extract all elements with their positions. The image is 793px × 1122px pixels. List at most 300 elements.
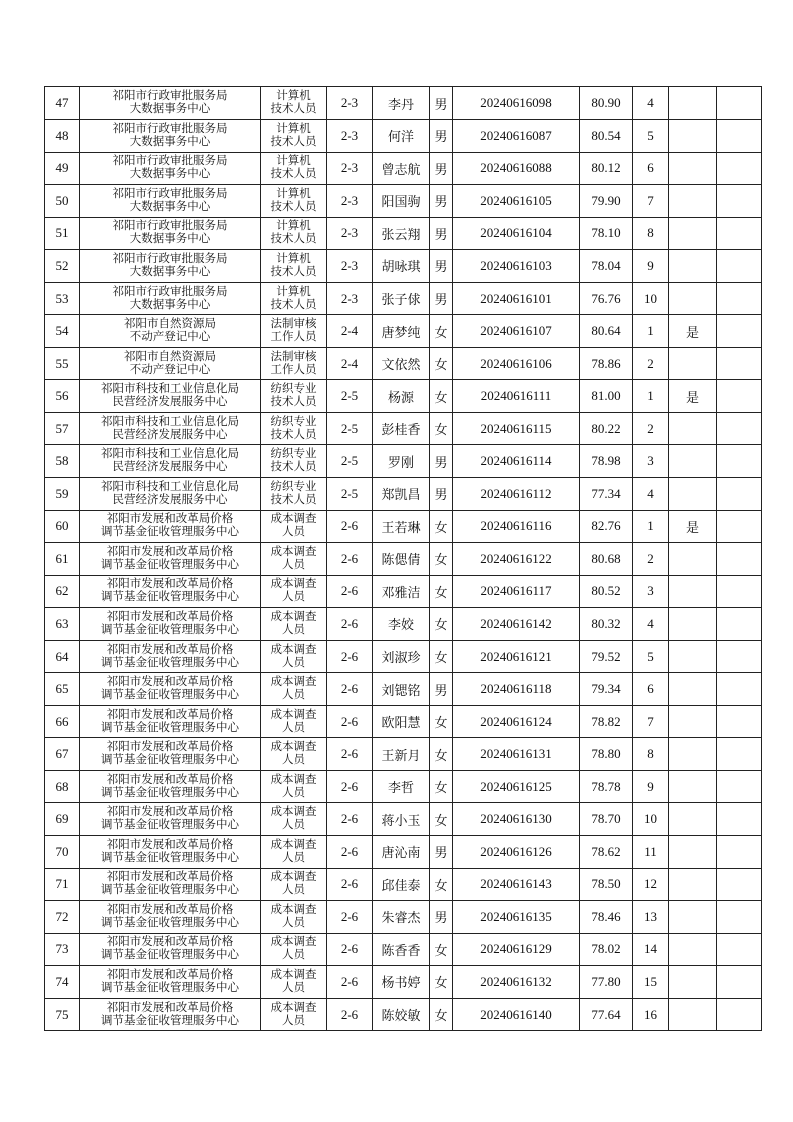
row-number-cell: 53 xyxy=(45,282,80,315)
remarks-cell xyxy=(717,282,762,315)
gender-cell: 女 xyxy=(430,510,453,543)
position-cell xyxy=(261,445,327,478)
employer-unit-cell-line: 大数据事务中心 xyxy=(129,200,211,213)
score-cell: 78.50 xyxy=(580,868,633,901)
position-code-cell: 2-6 xyxy=(327,868,373,901)
position-cell-line: 成本调查 xyxy=(270,968,317,981)
position-code-cell: 2-3 xyxy=(327,185,373,218)
score-cell: 80.54 xyxy=(580,120,633,153)
ticket-number-cell: 20240616107 xyxy=(453,315,580,348)
candidate-name-cell: 罗刚 xyxy=(373,445,430,478)
employer-unit-cell xyxy=(80,217,261,250)
position-cell xyxy=(261,738,327,771)
employer-unit-cell-line: 调节基金征收管理服务中心 xyxy=(101,558,239,571)
ticket-number-cell: 20240616118 xyxy=(453,673,580,706)
employer-unit-cell-line: 祁阳市发展和改革局价格 xyxy=(106,545,234,558)
position-cell-line: 法制审核 xyxy=(270,318,317,331)
employer-unit-cell xyxy=(80,478,261,511)
candidate-name-cell: 蒋小玉 xyxy=(373,803,430,836)
position-code-cell: 2-6 xyxy=(327,836,373,869)
remarks-cell xyxy=(717,673,762,706)
position-code-cell: 2-6 xyxy=(327,998,373,1031)
row-number-cell: 63 xyxy=(45,608,80,641)
rank-cell: 7 xyxy=(633,705,669,738)
employer-unit-cell xyxy=(80,380,261,413)
employer-unit-cell xyxy=(80,445,261,478)
position-cell-line: 技术人员 xyxy=(270,265,317,278)
table-row xyxy=(45,640,762,673)
employer-unit-cell-line: 大数据事务中心 xyxy=(129,233,211,246)
rank-cell: 8 xyxy=(633,217,669,250)
position-cell xyxy=(261,347,327,380)
employer-unit-cell-line: 调节基金征收管理服务中心 xyxy=(101,981,239,994)
rank-cell: 5 xyxy=(633,120,669,153)
table-row xyxy=(45,608,762,641)
employer-unit-cell-line: 祁阳市发展和改革局价格 xyxy=(106,513,234,526)
score-cell: 79.34 xyxy=(580,673,633,706)
score-cell: 80.22 xyxy=(580,412,633,445)
table-row xyxy=(45,543,762,576)
gender-cell: 男 xyxy=(430,901,453,934)
employer-unit-cell xyxy=(80,770,261,803)
employer-unit-cell xyxy=(80,673,261,706)
ticket-number-cell: 20240616131 xyxy=(453,738,580,771)
employer-unit-cell xyxy=(80,152,261,185)
rank-cell: 6 xyxy=(633,152,669,185)
score-cell: 80.32 xyxy=(580,608,633,641)
rank-cell: 9 xyxy=(633,770,669,803)
position-cell-line: 人员 xyxy=(282,884,305,897)
position-code-cell: 2-6 xyxy=(327,608,373,641)
position-code-cell: 2-6 xyxy=(327,803,373,836)
employer-unit-cell-line: 不动产登记中心 xyxy=(129,331,211,344)
gender-cell: 女 xyxy=(430,933,453,966)
position-cell-line: 人员 xyxy=(282,591,305,604)
gender-cell: 男 xyxy=(430,185,453,218)
gender-cell: 男 xyxy=(430,250,453,283)
remarks-cell xyxy=(717,217,762,250)
position-cell-line: 人员 xyxy=(282,656,305,669)
position-cell-line: 成本调查 xyxy=(270,578,317,591)
row-number-cell: 50 xyxy=(45,185,80,218)
employer-unit-cell-line: 大数据事务中心 xyxy=(129,135,211,148)
position-cell-line: 技术人员 xyxy=(270,135,317,148)
selected-flag-cell xyxy=(669,803,717,836)
remarks-cell xyxy=(717,185,762,218)
rank-cell: 1 xyxy=(633,315,669,348)
position-cell xyxy=(261,217,327,250)
table-row xyxy=(45,315,762,348)
employer-unit-cell-line: 祁阳市发展和改革局价格 xyxy=(106,871,234,884)
employer-unit-cell-line: 祁阳市发展和改革局价格 xyxy=(106,676,234,689)
table-row xyxy=(45,250,762,283)
position-cell-line: 计算机 xyxy=(276,90,311,102)
selected-flag-cell xyxy=(669,868,717,901)
position-cell-line: 成本调查 xyxy=(270,741,317,754)
candidate-name-cell: 陈姣敏 xyxy=(373,998,430,1031)
employer-unit-cell-line: 调节基金征收管理服务中心 xyxy=(101,656,239,669)
ticket-number-cell: 20240616105 xyxy=(453,185,580,218)
employer-unit-cell-line: 大数据事务中心 xyxy=(129,298,211,311)
candidate-name-cell: 唐沁南 xyxy=(373,836,430,869)
score-cell: 78.78 xyxy=(580,770,633,803)
position-cell-line: 人员 xyxy=(282,851,305,864)
remarks-cell xyxy=(717,87,762,120)
table-row xyxy=(45,770,762,803)
position-code-cell: 2-3 xyxy=(327,282,373,315)
row-number-cell: 47 xyxy=(45,87,80,120)
score-cell: 78.02 xyxy=(580,933,633,966)
selected-flag-cell xyxy=(669,770,717,803)
position-cell-line: 人员 xyxy=(282,981,305,994)
table-row xyxy=(45,803,762,836)
selected-flag-cell xyxy=(669,738,717,771)
candidate-name-cell: 彭桂香 xyxy=(373,412,430,445)
score-cell: 78.98 xyxy=(580,445,633,478)
selected-flag-cell xyxy=(669,412,717,445)
score-cell: 78.70 xyxy=(580,803,633,836)
gender-cell: 男 xyxy=(430,478,453,511)
row-number-cell: 57 xyxy=(45,412,80,445)
position-cell xyxy=(261,901,327,934)
position-cell-line: 技术人员 xyxy=(270,233,317,246)
row-number-cell: 66 xyxy=(45,705,80,738)
employer-unit-cell xyxy=(80,315,261,348)
employer-unit-cell-line: 祁阳市发展和改革局价格 xyxy=(106,578,234,591)
candidate-name-cell: 王新月 xyxy=(373,738,430,771)
rank-cell: 8 xyxy=(633,738,669,771)
position-cell-line: 技术人员 xyxy=(270,200,317,213)
gender-cell: 女 xyxy=(430,575,453,608)
candidate-name-cell: 曾志航 xyxy=(373,152,430,185)
table-row xyxy=(45,347,762,380)
employer-unit-cell xyxy=(80,250,261,283)
selected-flag-cell: 是 xyxy=(669,510,717,543)
ticket-number-cell: 20240616115 xyxy=(453,412,580,445)
employer-unit-cell-line: 祁阳市自然资源局 xyxy=(124,350,216,363)
candidate-name-cell: 陈香香 xyxy=(373,933,430,966)
remarks-cell xyxy=(717,901,762,934)
employer-unit-cell-line: 祁阳市发展和改革局价格 xyxy=(106,968,234,981)
table-row xyxy=(45,282,762,315)
remarks-cell xyxy=(717,933,762,966)
position-cell xyxy=(261,250,327,283)
ticket-number-cell: 20240616122 xyxy=(453,543,580,576)
gender-cell: 女 xyxy=(430,966,453,999)
employer-unit-cell-line: 调节基金征收管理服务中心 xyxy=(101,689,239,702)
gender-cell: 女 xyxy=(430,640,453,673)
ticket-number-cell: 20240616104 xyxy=(453,217,580,250)
position-cell xyxy=(261,640,327,673)
row-number-cell: 68 xyxy=(45,770,80,803)
ticket-number-cell: 20240616114 xyxy=(453,445,580,478)
gender-cell: 女 xyxy=(430,380,453,413)
rank-cell: 2 xyxy=(633,543,669,576)
ticket-number-cell: 20240616098 xyxy=(453,87,580,120)
position-cell-line: 人员 xyxy=(282,689,305,702)
position-code-cell: 2-3 xyxy=(327,120,373,153)
remarks-cell xyxy=(717,575,762,608)
position-cell-line: 工作人员 xyxy=(270,331,317,344)
position-cell xyxy=(261,282,327,315)
score-cell: 78.10 xyxy=(580,217,633,250)
employer-unit-cell-line: 祁阳市发展和改革局价格 xyxy=(106,643,234,656)
employer-unit-cell-line: 祁阳市行政审批服务局 xyxy=(112,285,228,298)
table-row xyxy=(45,87,762,120)
row-number-cell: 71 xyxy=(45,868,80,901)
position-cell-line: 技术人员 xyxy=(270,428,317,441)
rank-cell: 10 xyxy=(633,803,669,836)
rank-cell: 7 xyxy=(633,185,669,218)
employer-unit-cell-line: 调节基金征收管理服务中心 xyxy=(101,949,239,962)
employer-unit-cell-line: 调节基金征收管理服务中心 xyxy=(101,591,239,604)
selected-flag-cell xyxy=(669,966,717,999)
ticket-number-cell: 20240616130 xyxy=(453,803,580,836)
employer-unit-cell-line: 祁阳市行政审批服务局 xyxy=(112,187,228,200)
position-cell xyxy=(261,803,327,836)
candidate-name-cell: 阳国驹 xyxy=(373,185,430,218)
employer-unit-cell-line: 祁阳市科技和工业信息化局 xyxy=(101,480,239,493)
ticket-number-cell: 20240616143 xyxy=(453,868,580,901)
selected-flag-cell xyxy=(669,217,717,250)
remarks-cell xyxy=(717,770,762,803)
position-cell-line: 技术人员 xyxy=(270,168,317,181)
score-cell: 79.90 xyxy=(580,185,633,218)
row-number-cell: 73 xyxy=(45,933,80,966)
remarks-cell xyxy=(717,120,762,153)
position-cell-line: 人员 xyxy=(282,916,305,929)
employer-unit-cell-line: 调节基金征收管理服务中心 xyxy=(101,526,239,539)
row-number-cell: 56 xyxy=(45,380,80,413)
score-cell: 78.80 xyxy=(580,738,633,771)
position-cell-line: 纺织专业 xyxy=(270,383,317,396)
employer-unit-cell-line: 调节基金征收管理服务中心 xyxy=(101,786,239,799)
ticket-number-cell: 20240616087 xyxy=(453,120,580,153)
position-cell-line: 计算机 xyxy=(276,285,311,298)
table-row xyxy=(45,120,762,153)
selected-flag-cell xyxy=(669,933,717,966)
position-cell-line: 技术人员 xyxy=(270,493,317,506)
employer-unit-cell xyxy=(80,87,261,120)
row-number-cell: 59 xyxy=(45,478,80,511)
employer-unit-cell xyxy=(80,347,261,380)
selected-flag-cell xyxy=(669,347,717,380)
employer-unit-cell-line: 祁阳市发展和改革局价格 xyxy=(106,903,234,916)
candidate-name-cell: 邓雅洁 xyxy=(373,575,430,608)
ticket-number-cell: 20240616132 xyxy=(453,966,580,999)
employer-unit-cell xyxy=(80,868,261,901)
remarks-cell xyxy=(717,412,762,445)
position-cell-line: 人员 xyxy=(282,754,305,767)
score-cell: 80.68 xyxy=(580,543,633,576)
selected-flag-cell xyxy=(669,120,717,153)
position-code-cell: 2-6 xyxy=(327,705,373,738)
selected-flag-cell xyxy=(669,575,717,608)
rank-cell: 5 xyxy=(633,640,669,673)
table-row xyxy=(45,152,762,185)
employer-unit-cell-line: 民营经济发展服务中心 xyxy=(112,396,228,409)
position-cell xyxy=(261,770,327,803)
position-cell-line: 成本调查 xyxy=(270,936,317,949)
position-cell-line: 成本调查 xyxy=(270,903,317,916)
position-code-cell: 2-6 xyxy=(327,901,373,934)
employer-unit-cell-line: 祁阳市发展和改革局价格 xyxy=(106,936,234,949)
table-row xyxy=(45,445,762,478)
rank-cell: 1 xyxy=(633,510,669,543)
position-cell xyxy=(261,510,327,543)
position-code-cell: 2-6 xyxy=(327,673,373,706)
employer-unit-cell xyxy=(80,575,261,608)
remarks-cell xyxy=(717,868,762,901)
position-cell xyxy=(261,87,327,120)
position-cell-line: 成本调查 xyxy=(270,610,317,623)
position-cell xyxy=(261,966,327,999)
position-cell-line: 技术人员 xyxy=(270,396,317,409)
score-cell: 78.46 xyxy=(580,901,633,934)
table-row xyxy=(45,185,762,218)
employer-unit-cell-line: 祁阳市科技和工业信息化局 xyxy=(101,415,239,428)
employer-unit-cell xyxy=(80,803,261,836)
ticket-number-cell: 20240616088 xyxy=(453,152,580,185)
position-cell-line: 成本调查 xyxy=(270,773,317,786)
remarks-cell xyxy=(717,705,762,738)
ticket-number-cell: 20240616135 xyxy=(453,901,580,934)
employer-unit-cell-line: 调节基金征收管理服务中心 xyxy=(101,721,239,734)
position-cell-line: 法制审核 xyxy=(270,350,317,363)
selected-flag-cell xyxy=(669,152,717,185)
employer-unit-cell xyxy=(80,836,261,869)
candidate-name-cell: 唐梦纯 xyxy=(373,315,430,348)
employer-unit-cell-line: 调节基金征收管理服务中心 xyxy=(101,884,239,897)
selected-flag-cell xyxy=(669,282,717,315)
position-code-cell: 2-3 xyxy=(327,250,373,283)
remarks-cell xyxy=(717,380,762,413)
position-cell-line: 成本调查 xyxy=(270,545,317,558)
position-cell-line: 纺织专业 xyxy=(270,415,317,428)
position-cell-line: 人员 xyxy=(282,949,305,962)
employer-unit-cell-line: 祁阳市发展和改革局价格 xyxy=(106,773,234,786)
position-cell-line: 人员 xyxy=(282,786,305,799)
score-cell: 78.82 xyxy=(580,705,633,738)
table-row xyxy=(45,868,762,901)
position-cell xyxy=(261,185,327,218)
position-code-cell: 2-6 xyxy=(327,770,373,803)
candidate-name-cell: 李哲 xyxy=(373,770,430,803)
selected-flag-cell xyxy=(669,87,717,120)
candidate-name-cell: 陈偲倩 xyxy=(373,543,430,576)
position-code-cell: 2-5 xyxy=(327,412,373,445)
gender-cell: 女 xyxy=(430,347,453,380)
table-row xyxy=(45,966,762,999)
gender-cell: 男 xyxy=(430,217,453,250)
position-cell xyxy=(261,478,327,511)
ticket-number-cell: 20240616111 xyxy=(453,380,580,413)
candidate-name-cell: 李姣 xyxy=(373,608,430,641)
position-code-cell: 2-6 xyxy=(327,933,373,966)
table-row xyxy=(45,738,762,771)
position-cell-line: 成本调查 xyxy=(270,806,317,819)
employer-unit-cell-line: 大数据事务中心 xyxy=(129,168,211,181)
remarks-cell xyxy=(717,803,762,836)
gender-cell: 女 xyxy=(430,998,453,1031)
ticket-number-cell: 20240616126 xyxy=(453,836,580,869)
gender-cell: 男 xyxy=(430,152,453,185)
ticket-number-cell: 20240616140 xyxy=(453,998,580,1031)
position-code-cell: 2-5 xyxy=(327,478,373,511)
position-code-cell: 2-3 xyxy=(327,152,373,185)
position-code-cell: 2-4 xyxy=(327,315,373,348)
row-number-cell: 52 xyxy=(45,250,80,283)
rank-cell: 16 xyxy=(633,998,669,1031)
position-cell-line: 成本调查 xyxy=(270,838,317,851)
row-number-cell: 54 xyxy=(45,315,80,348)
rank-cell: 10 xyxy=(633,282,669,315)
selected-flag-cell xyxy=(669,673,717,706)
results-body xyxy=(45,87,762,1031)
ticket-number-cell: 20240616129 xyxy=(453,933,580,966)
employer-unit-cell-line: 民营经济发展服务中心 xyxy=(112,461,228,474)
position-cell xyxy=(261,705,327,738)
table-row xyxy=(45,901,762,934)
row-number-cell: 62 xyxy=(45,575,80,608)
table-row xyxy=(45,478,762,511)
selected-flag-cell xyxy=(669,901,717,934)
position-cell-line: 人员 xyxy=(282,721,305,734)
rank-cell: 12 xyxy=(633,868,669,901)
candidate-name-cell: 刘锶铭 xyxy=(373,673,430,706)
remarks-cell xyxy=(717,315,762,348)
selected-flag-cell: 是 xyxy=(669,315,717,348)
employer-unit-cell-line: 祁阳市行政审批服务局 xyxy=(112,155,228,168)
position-cell-line: 计算机 xyxy=(276,252,311,265)
position-cell-line: 人员 xyxy=(282,1014,305,1027)
employer-unit-cell-line: 祁阳市发展和改革局价格 xyxy=(106,838,234,851)
remarks-cell xyxy=(717,250,762,283)
gender-cell: 男 xyxy=(430,120,453,153)
position-code-cell: 2-6 xyxy=(327,966,373,999)
position-code-cell: 2-3 xyxy=(327,87,373,120)
selected-flag-cell xyxy=(669,640,717,673)
remarks-cell xyxy=(717,445,762,478)
remarks-cell xyxy=(717,836,762,869)
score-cell: 76.76 xyxy=(580,282,633,315)
selected-flag-cell xyxy=(669,998,717,1031)
candidate-name-cell: 文依然 xyxy=(373,347,430,380)
candidate-name-cell: 张子俅 xyxy=(373,282,430,315)
gender-cell: 男 xyxy=(430,836,453,869)
table-row xyxy=(45,998,762,1031)
position-cell-line: 计算机 xyxy=(276,187,311,200)
position-cell xyxy=(261,933,327,966)
position-cell-line: 纺织专业 xyxy=(270,480,317,493)
score-cell: 77.64 xyxy=(580,998,633,1031)
row-number-cell: 72 xyxy=(45,901,80,934)
score-cell: 80.52 xyxy=(580,575,633,608)
position-cell xyxy=(261,315,327,348)
rank-cell: 2 xyxy=(633,412,669,445)
gender-cell: 女 xyxy=(430,803,453,836)
candidate-name-cell: 张云翔 xyxy=(373,217,430,250)
employer-unit-cell-line: 祁阳市发展和改革局价格 xyxy=(106,1001,234,1014)
employer-unit-cell-line: 不动产登记中心 xyxy=(129,363,211,376)
rank-cell: 15 xyxy=(633,966,669,999)
employer-unit-cell-line: 祁阳市自然资源局 xyxy=(124,318,216,331)
remarks-cell xyxy=(717,152,762,185)
employer-unit-cell-line: 祁阳市发展和改革局价格 xyxy=(106,708,234,721)
employer-unit-cell xyxy=(80,998,261,1031)
selected-flag-cell xyxy=(669,608,717,641)
score-cell: 79.52 xyxy=(580,640,633,673)
